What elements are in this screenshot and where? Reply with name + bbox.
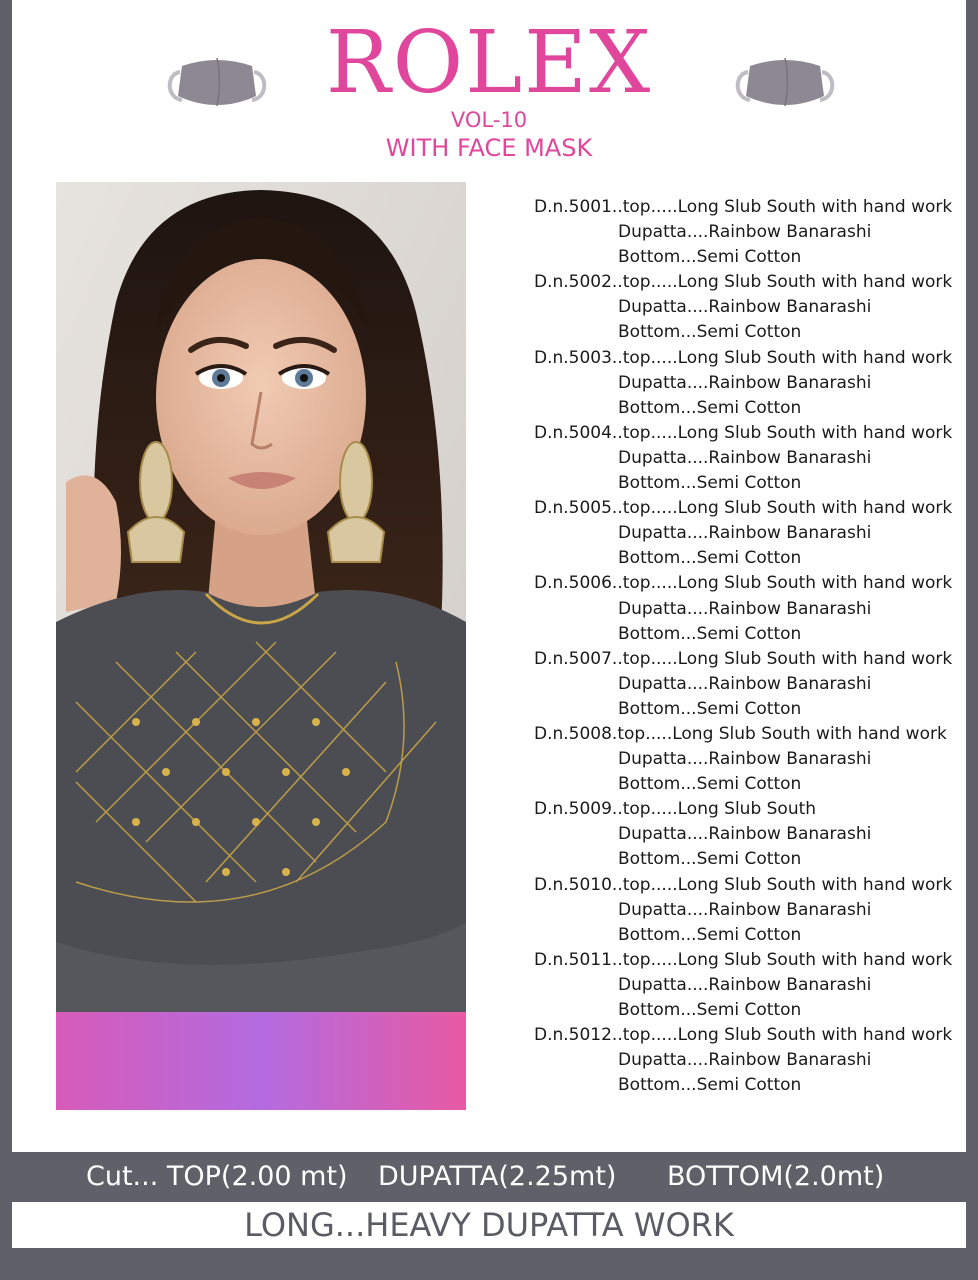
cut-bottom-label: BOTTOM(2.0mt) [667, 1161, 885, 1192]
design-dupatta-line: Dupatta....Rainbow Banarashi [618, 222, 872, 243]
brand-title: ROLEX [325, 13, 653, 113]
subtitle: WITH FACE MASK [385, 134, 593, 162]
design-dupatta-line: Dupatta....Rainbow Banarashi [618, 824, 872, 845]
design-entry [534, 873, 964, 948]
design-top-line: D.n.5011..top.....Long Slub South with hand work [534, 949, 953, 970]
design-bottom-line: Bottom...Semi Cotton [618, 774, 802, 795]
design-bottom-line: Bottom...Semi Cotton [618, 473, 802, 494]
design-entry [534, 647, 964, 722]
design-top-line: D.n.5004..top.....Long Slub South with hand work [534, 422, 953, 443]
design-entry [534, 722, 964, 797]
design-dupatta-line: Dupatta....Rainbow Banarashi [618, 372, 872, 393]
design-dupatta-line: Dupatta....Rainbow Banarashi [618, 598, 872, 619]
design-entry [534, 195, 964, 270]
design-list [534, 195, 964, 1098]
design-dupatta-line: Dupatta....Rainbow Banarashi [618, 523, 872, 544]
design-dupatta-line: Dupatta....Rainbow Banarashi [618, 899, 872, 920]
design-bottom-line: Bottom...Semi Cotton [618, 1075, 802, 1096]
volume-label: VOL-10 [450, 108, 528, 132]
cut-band [0, 1152, 978, 1202]
design-top-line: D.n.5006..top.....Long Slub South with hand work [534, 573, 953, 594]
design-entry [534, 421, 964, 496]
design-bottom-line: Bottom...Semi Cotton [618, 1000, 802, 1020]
design-top-line: D.n.5008.top.....Long Slub South with hand work [534, 723, 947, 744]
design-bottom-line: Bottom...Semi Cotton [618, 849, 802, 870]
design-bottom-line: Bottom...Semi Cotton [618, 397, 802, 418]
design-bottom-line: Bottom...Semi Cotton [618, 924, 802, 945]
design-dupatta-line: Dupatta....Rainbow Banarashi [618, 749, 872, 770]
design-entry [534, 346, 964, 421]
design-entry [534, 270, 964, 345]
cut-top-label: Cut... TOP(2.00 mt) [86, 1161, 348, 1192]
design-top-line: D.n.5003..top.....Long Slub South with hand work [534, 347, 953, 368]
design-bottom-line: Bottom...Semi Cotton [618, 623, 802, 644]
design-dupatta-line: Dupatta....Rainbow Banarashi [618, 1050, 872, 1071]
design-entry [534, 797, 964, 872]
design-bottom-line: Bottom...Semi Cotton [618, 548, 802, 569]
design-entry [534, 496, 964, 571]
design-dupatta-line: Dupatta....Rainbow Banarashi [618, 673, 872, 694]
design-entry [534, 571, 964, 646]
design-top-line: D.n.5007..top.....Long Slub South with hand work [534, 648, 953, 669]
design-bottom-line: Bottom...Semi Cotton [618, 698, 802, 719]
design-top-line: D.n.5009..top.....Long Slub South [534, 799, 817, 820]
design-top-line: D.n.5012..top.....Long Slub South with hand work [534, 1025, 953, 1046]
design-top-line: D.n.5002..top.....Long Slub South with hand work [534, 272, 953, 293]
design-bottom-line: Bottom...Semi Cotton [618, 322, 802, 343]
design-top-line: D.n.5001..top.....Long Slub South with hand work [534, 197, 953, 217]
design-top-line: D.n.5005..top.....Long Slub South with hand work [534, 498, 953, 519]
catalog-page [12, 0, 966, 1152]
face-mask-icon [730, 52, 840, 112]
footer-text: LONG...HEAVY DUPATTA WORK [244, 1206, 734, 1244]
design-dupatta-line: Dupatta....Rainbow Banarashi [618, 297, 872, 318]
model-photo [56, 182, 466, 1110]
design-dupatta-line: Dupatta....Rainbow Banarashi [618, 447, 872, 468]
design-entry [534, 1023, 964, 1098]
design-entry [534, 948, 964, 1023]
design-dupatta-line: Dupatta....Rainbow Banarashi [618, 974, 872, 995]
design-top-line: D.n.5010..top.....Long Slub South with hand work [534, 874, 953, 895]
footer-strip [12, 1202, 966, 1248]
design-bottom-line: Bottom...Semi Cotton [618, 247, 802, 268]
cut-dupatta-label: DUPATTA(2.25mt) [378, 1161, 617, 1192]
